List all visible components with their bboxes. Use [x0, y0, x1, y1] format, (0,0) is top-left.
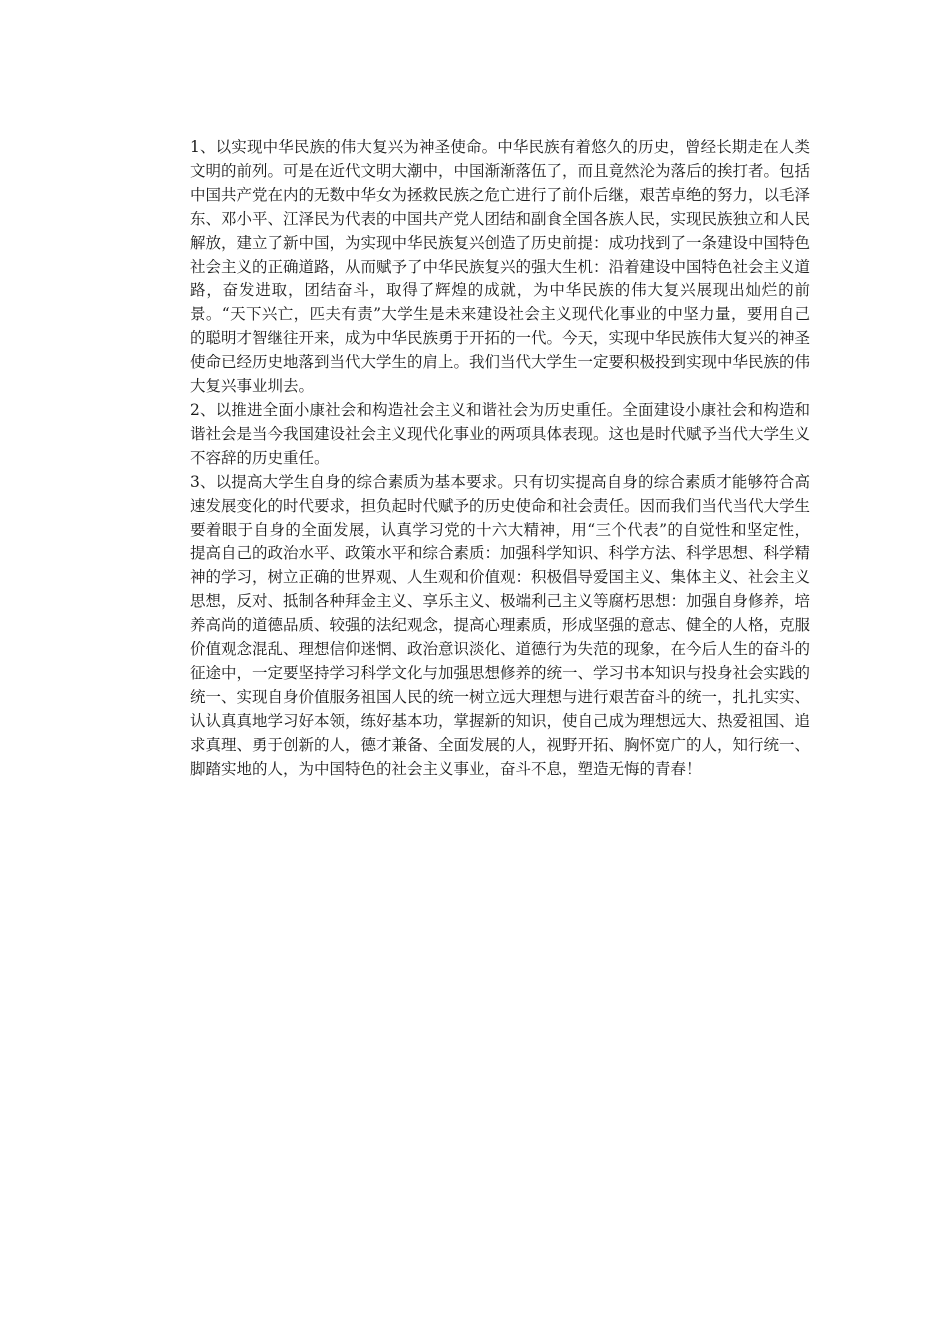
- paragraph-2: 2、以推进全面小康社会和构造社会主义和谐社会为历史重任。全面建设小康社会和构造和谐社会是当今我国建设社会主义现代化事业的两项具体表现。这也是时代赋予当代大学生义不容辞的历史重任。: [190, 400, 811, 467]
- paragraph-1: 1、以实现中华民族的伟大复兴为神圣使命。中华民族有着悠久的历史，曾经长期走在人类文明的前列。可是在近代文明大潮中，中国渐渐落伍了，而且竟然沦为落后的挨打者。包括中国共产党在内的无数中华女为拯救民族之危亡进行了前仆后继，艰苦卓绝的努力，以毛泽东、邓小平、江泽民为代表的中国共产党人团结和副食全国各族人民，实现民族独立和人民解放，建立了新中国，为实现中华民族复兴创造了历史前提：成功找到了一条建设中国特色社会主义的正确道路，从而赋予了中华民族复兴的强大生机：沿着建设中国特色社会主义道路，奋发进取，团结奋斗，取得了辉煌的成就，为中华民族的伟大复兴展现出灿烂的前景。“天下兴亡，匹夫有责”大学生是未来建设社会主义现代化事业的中坚力量，要用自己的聪明才智继往开来，成为中华民族勇于开拓的一代。今天，实现中华民族伟大复兴的神圣使命已经历史地落到当代大学生的肩上。我们当代大学生一定要积极投到实现中华民族的伟大复兴事业圳去。: [190, 138, 811, 396]
- paragraph-3: 3、以提高大学生自身的综合素质为基本要求。只有切实提高自身的综合素质才能够符合高速发展变化的时代要求，担负起时代赋予的历史使命和社会责任。因而我们当代当代大学生要着眼于自身的全面发展，认真学习党的十六大精神，用“三个代表”的自觉性和坚定性，提高自己的政治水平、政策水平和综合素质：加强科学知识、科学方法、科学思想、科学精神的学习，树立正确的世界观、人生观和价值观：积极倡导爱国主义、集体主义、社会主义思想，反对、抵制各种拜金主义、享乐主义、极端利己主义等腐朽思想：加强自身修养，培养高尚的道德品质、较强的法纪观念，提高心理素质，形成坚强的意志、健全的人格，克服价值观念混乱、理想信仰迷惘、政治意识淡化、道德行为失范的现象，在今后人生的奋斗的征途中，一定要坚持学习科学文化与加强思想修养的统一、学习书本知识与投身社会实践的统一、实现自身价值服务祖国人民的统一树立远大理想与进行艰苦奋斗的统一，扎扎实实、认认真真地学习好本领，练好基本功，掌握新的知识，使自己成为理想远大、热爱祖国、追求真理、勇于创新的人，德才兼备、全面发展的人，视野开拓、胸怀宽广的人，知行统一、脚踏实地的人，为中国特色的社会主义事业，奋斗不息，塑造无悔的青春！: [190, 472, 811, 778]
- document-body: [190, 136, 810, 781]
